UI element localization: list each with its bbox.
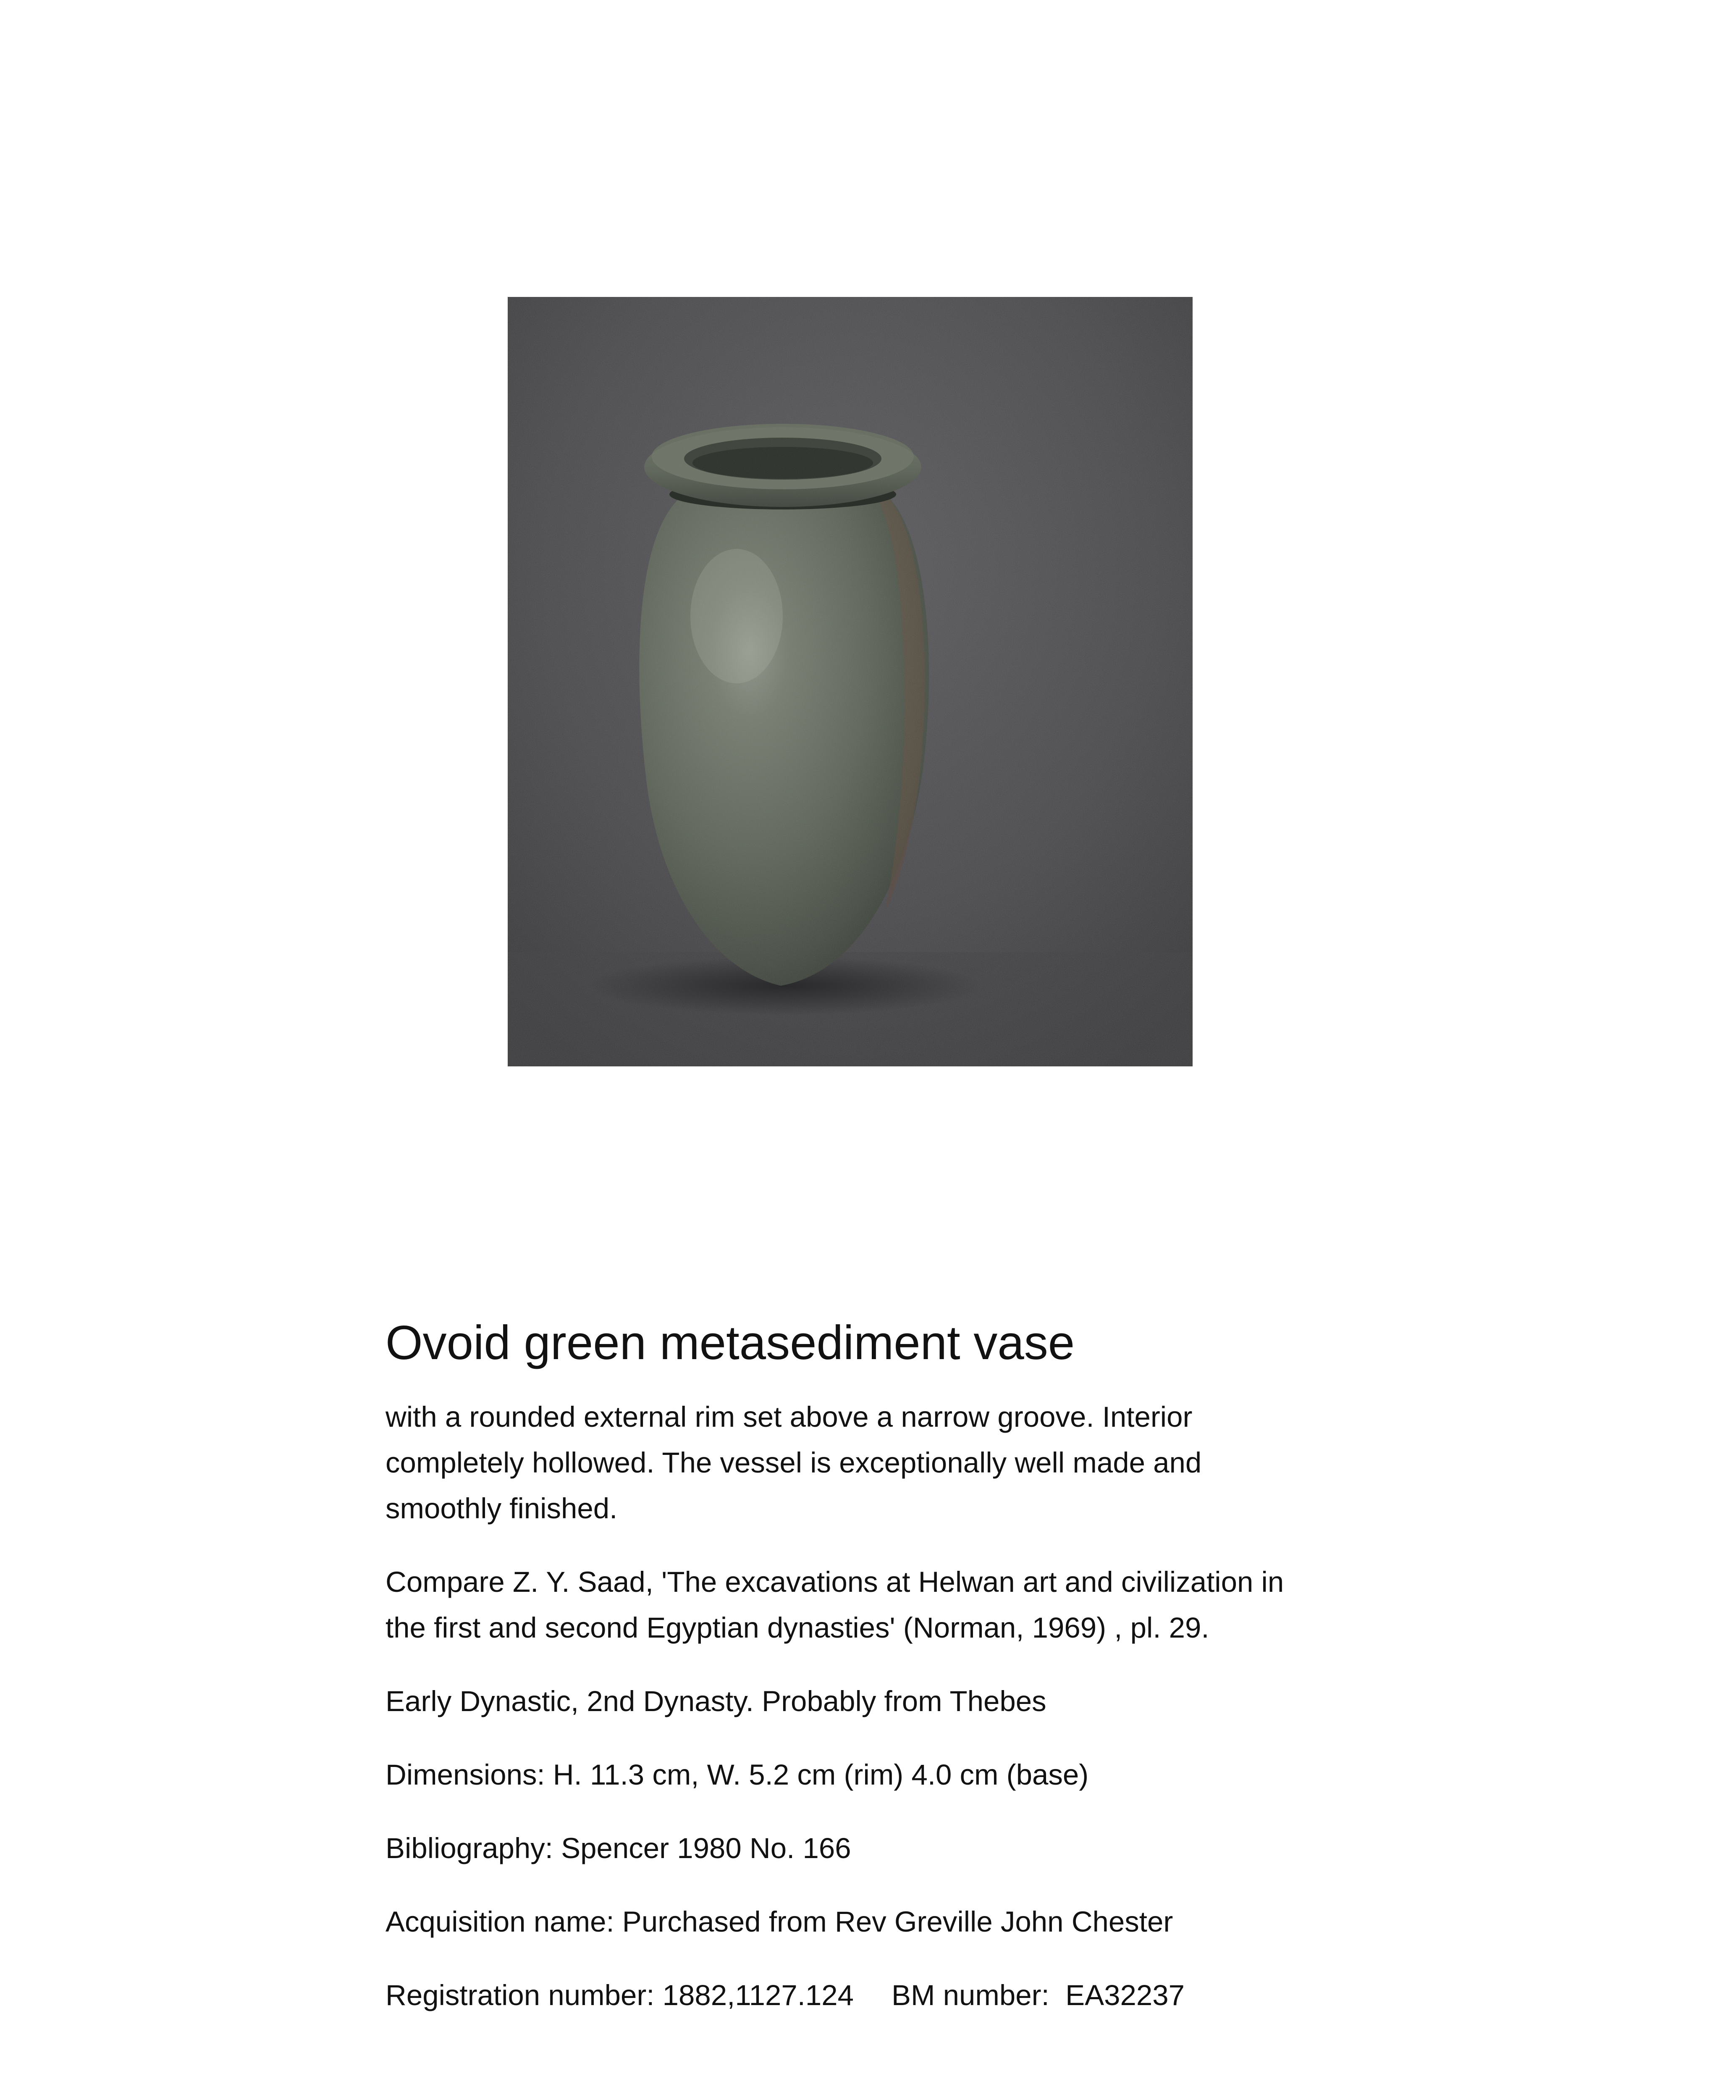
object-title: Ovoid green metasediment vase <box>385 1316 1075 1370</box>
comparison-reference: Compare Z. Y. Saad, 'The excavations at Helwan art and civilization in the first and second Egyptian dynasties' (Norman, 1969) , pl. 29. <box>385 1565 1292 1644</box>
bibliography: Bibliography: Spencer 1980 No. 166 <box>385 1832 851 1864</box>
registration-line <box>385 1972 1318 2018</box>
bm-number: BM number: EA32237 <box>891 1979 1185 2011</box>
dimensions: Dimensions: H. 11.3 cm, W. 5.2 cm (rim) 4.0 cm (base) <box>385 1758 1089 1791</box>
period-provenance: Early Dynastic, 2nd Dynasty. Probably from Thebes <box>385 1685 1046 1717</box>
vase-photo <box>508 297 1193 1066</box>
acquisition-name: Acquisition name: Purchased from Rev Greville John Chester <box>385 1905 1173 1938</box>
object-description <box>385 1315 1318 2046</box>
object-description-text: with a rounded external rim set above a narrow groove. Interior completely hollowed. The vessel is exceptionally well made and smoothly finished. <box>385 1400 1210 1525</box>
registration-number: Registration number: 1882,1127.124 <box>385 1979 854 2011</box>
